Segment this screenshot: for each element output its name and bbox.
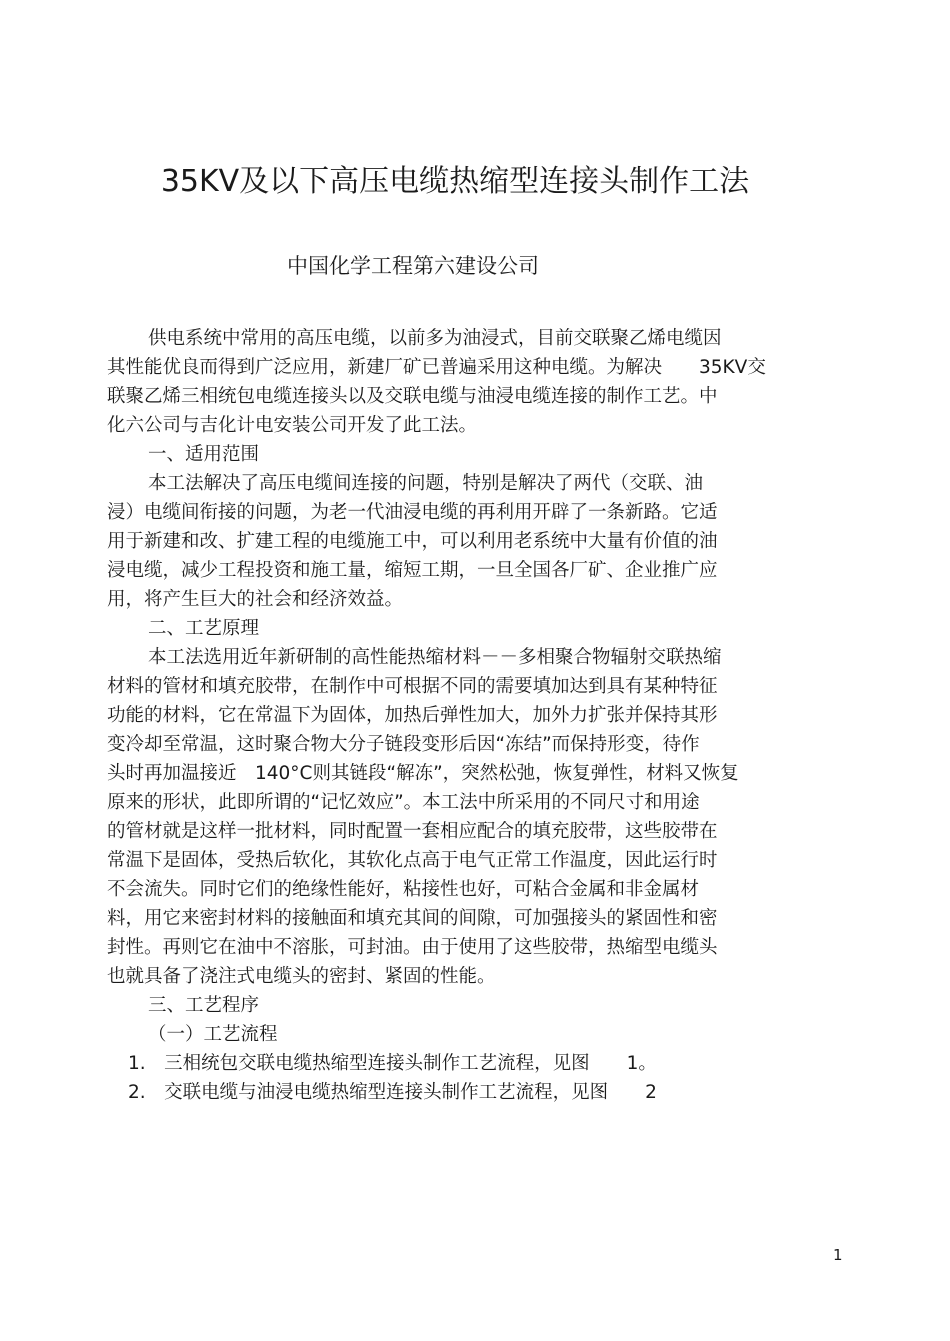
document-title: 35KV及以下高压电缆热缩型连接头制作工法 bbox=[160, 164, 750, 199]
list-item: 1. 三相统包交联电缆热缩型连接头制作工艺流程，见图 1。 bbox=[128, 1053, 657, 1074]
paragraph-line: 其性能优良而得到广泛应用，新建厂矿已普遍采用这种电缆。为解决 35KV交 bbox=[107, 357, 766, 378]
paragraph-line: 用于新建和改、扩建工程的电缆施工中，可以利用老系统中大量有价值的油 bbox=[107, 531, 718, 552]
subsection-heading: （一）工艺流程 bbox=[148, 1024, 278, 1045]
paragraph-line: 头时再加温接近 140°C则其链段“解冻”，突然松弛，恢复弹性，材料又恢复 bbox=[107, 763, 739, 784]
paragraph-line: 本工法解决了高压电缆间连接的问题，特别是解决了两代（交联、油 bbox=[148, 473, 704, 494]
paragraph-line: 也就具备了浇注式电缆头的密封、紧固的性能。 bbox=[107, 966, 496, 987]
paragraph-line: 料，用它来密封材料的接触面和填充其间的间隙，可加强接头的紧固性和密 bbox=[107, 908, 718, 929]
section-heading: 一、适用范围 bbox=[148, 444, 260, 465]
paragraph-line: 浸）电缆间衔接的问题，为老一代油浸电缆的再利用开辟了一条新路。它适 bbox=[107, 502, 718, 523]
paragraph-line: 联聚乙烯三相统包电缆连接头以及交联电缆与油浸电缆连接的制作工艺。中 bbox=[107, 386, 718, 407]
paragraph-line: 化六公司与吉化计电安装公司开发了此工法。 bbox=[107, 415, 478, 436]
paragraph-line: 本工法选用近年新研制的高性能热缩材料－－多相聚合物辐射交联热缩 bbox=[148, 647, 722, 668]
paragraph-line: 用，将产生巨大的社会和经济效益。 bbox=[107, 589, 404, 610]
paragraph-line: 常温下是固体，受热后软化，其软化点高于电气正常工作温度，因此运行时 bbox=[107, 850, 718, 871]
paragraph-line: 原来的形状，此即所谓的“记忆效应”。本工法中所采用的不同尺寸和用途 bbox=[107, 792, 700, 813]
section-heading: 三、工艺程序 bbox=[148, 995, 260, 1016]
paragraph-line: 材料的管材和填充胶带，在制作中可根据不同的需要填加达到具有某种特征 bbox=[107, 676, 718, 697]
page-number: 1 bbox=[833, 1246, 843, 1264]
paragraph-line: 浸电缆，减少工程投资和施工量，缩短工期，一旦全国各厂矿、企业推广应 bbox=[107, 560, 718, 581]
section-heading: 二、工艺原理 bbox=[148, 618, 260, 639]
paragraph-line: 的管材就是这样一批材料，同时配置一套相应配合的填充胶带，这些胶带在 bbox=[107, 821, 718, 842]
paragraph-line: 功能的材料，它在常温下为固体，加热后弹性加大，加外力扩张并保持其形 bbox=[107, 705, 718, 726]
list-item: 2. 交联电缆与油浸电缆热缩型连接头制作工艺流程，见图 2 bbox=[128, 1082, 657, 1103]
paragraph-line: 变冷却至常温，这时聚合物大分子链段变形后因“冻结”而保持形变，待作 bbox=[107, 734, 700, 755]
paragraph-line: 不会流失。同时它们的绝缘性能好，粘接性也好，可粘合金属和非金属材 bbox=[107, 879, 700, 900]
organization-name: 中国化学工程第六建设公司 bbox=[287, 254, 539, 278]
paragraph-line: 封性。再则它在油中不溶胀，可封油。由于使用了这些胶带，热缩型电缆头 bbox=[107, 937, 718, 958]
paragraph-line: 供电系统中常用的高压电缆，以前多为油浸式，目前交联聚乙烯电缆因 bbox=[148, 328, 722, 349]
